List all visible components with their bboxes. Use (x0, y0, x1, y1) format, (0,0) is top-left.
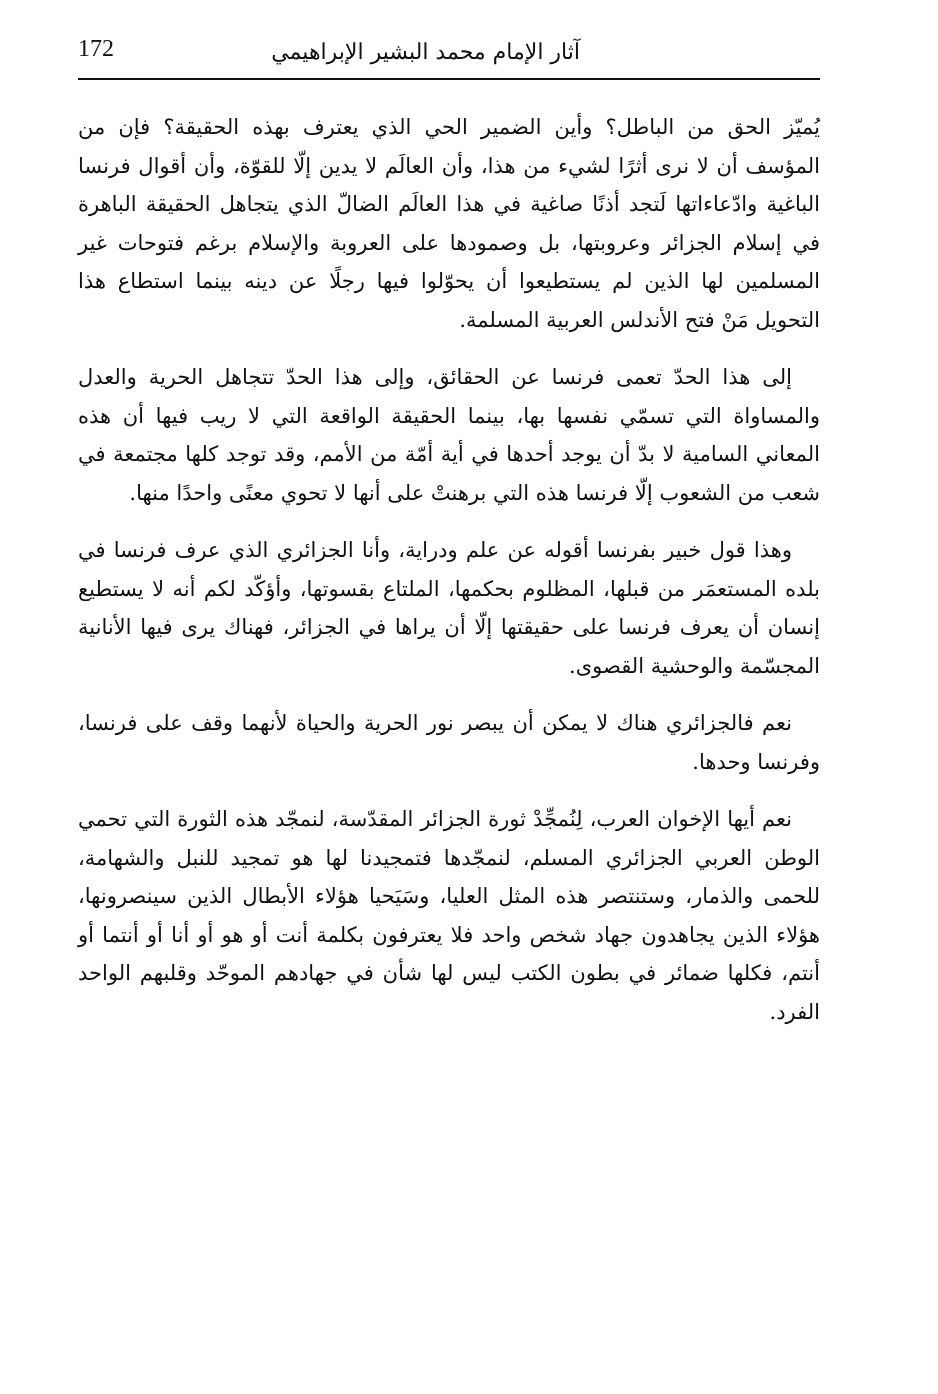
paragraph-3: وهذا قول خبير بفرنسا أقوله عن علم ودراية، وأنا الجزائري الذي عرف فرنسا في بلده المستعمَر من قبلها، المظلوم بحكمها، الملتاع بقسوتها، وأؤكّد لكم أنه لا يستطيع إنسان أن يعرف فرنسا على حقيقتها إلّا أن يراها في الجزائر، فهناك يرى فيها الأنانية المجسّمة والوحشية القصوى. (78, 538, 820, 678)
paragraph-1: يُميّز الحق من الباطل؟ وأين الضمير الحي الذي يعترف بهذه الحقيقة؟ فإن من المؤسف أن لا نرى أثرًا لشيء من هذا، وأن العالَم لا يدين إلّا للقوّة، وأن أقوال فرنسا الباغية وادّعاءاتها لَتجد أذنًا صاغية في هذا العالَم الضالّ الذي يتجاهل الحقيقة الباهرة في إسلام الجزائر وعروبتها، بل وصمودها على العروبة والإسلام برغم فتوحات غير المسلمين لها الذين لم يستطيعوا أن يحوّلوا فيها رجلًا عن دينه بينما استطاع هذا التحويل مَنْ فتح الأندلس العربية المسلمة. (78, 115, 820, 332)
page-number: 172 (78, 36, 114, 62)
paragraph-5: نعم أيها الإخوان العرب، لِنُمجِّدْ ثورة الجزائر المقدّسة، لنمجّد هذه الثورة التي تحمي الوطن العربي الجزائري المسلم، لنمجّدها فتمجيدنا لها هو تمجيد للنبل والشهامة، للحمى والذمار، وستنتصر هذه المثل العليا، وسَيَحيا هؤلاء الأبطال الذين سينصرونها، هؤلاء الذين يجاهدون جهاد شخص واحد فلا يعترفون بكلمة أنت أو هو أو أنا أو أنتما أو أنتم، فكلها ضمائر في بطون الكتب ليس لها شأن في جهادهم الموحّد وقلبهم الواحد الفرد. (78, 807, 820, 1024)
running-header (78, 32, 820, 80)
body-text (78, 108, 820, 1050)
paragraph-4: نعم فالجزائري هناك لا يمكن أن يبصر نور الحرية والحياة لأنهما وقف على فرنسا، وفرنسا وحدها. (78, 711, 820, 774)
paragraph-2: إلى هذا الحدّ تعمى فرنسا عن الحقائق، وإلى هذا الحدّ تتجاهل الحرية والعدل والمساواة التي تسمّي نفسها بها، بينما الحقيقة الواقعة التي لا ريب فيها أن هذه المعاني السامية لا بدّ أن يوجد أحدها في أية أمّة من الأمم، وقد توجد كلها مجتمعة في شعب من الشعوب إلّا فرنسا هذه التي برهنتْ على أنها لا تحوي معنًى واحدًا منها. (78, 365, 820, 505)
book-title: آثار الإمام محمد البشير الإبراهيمي (271, 40, 580, 65)
